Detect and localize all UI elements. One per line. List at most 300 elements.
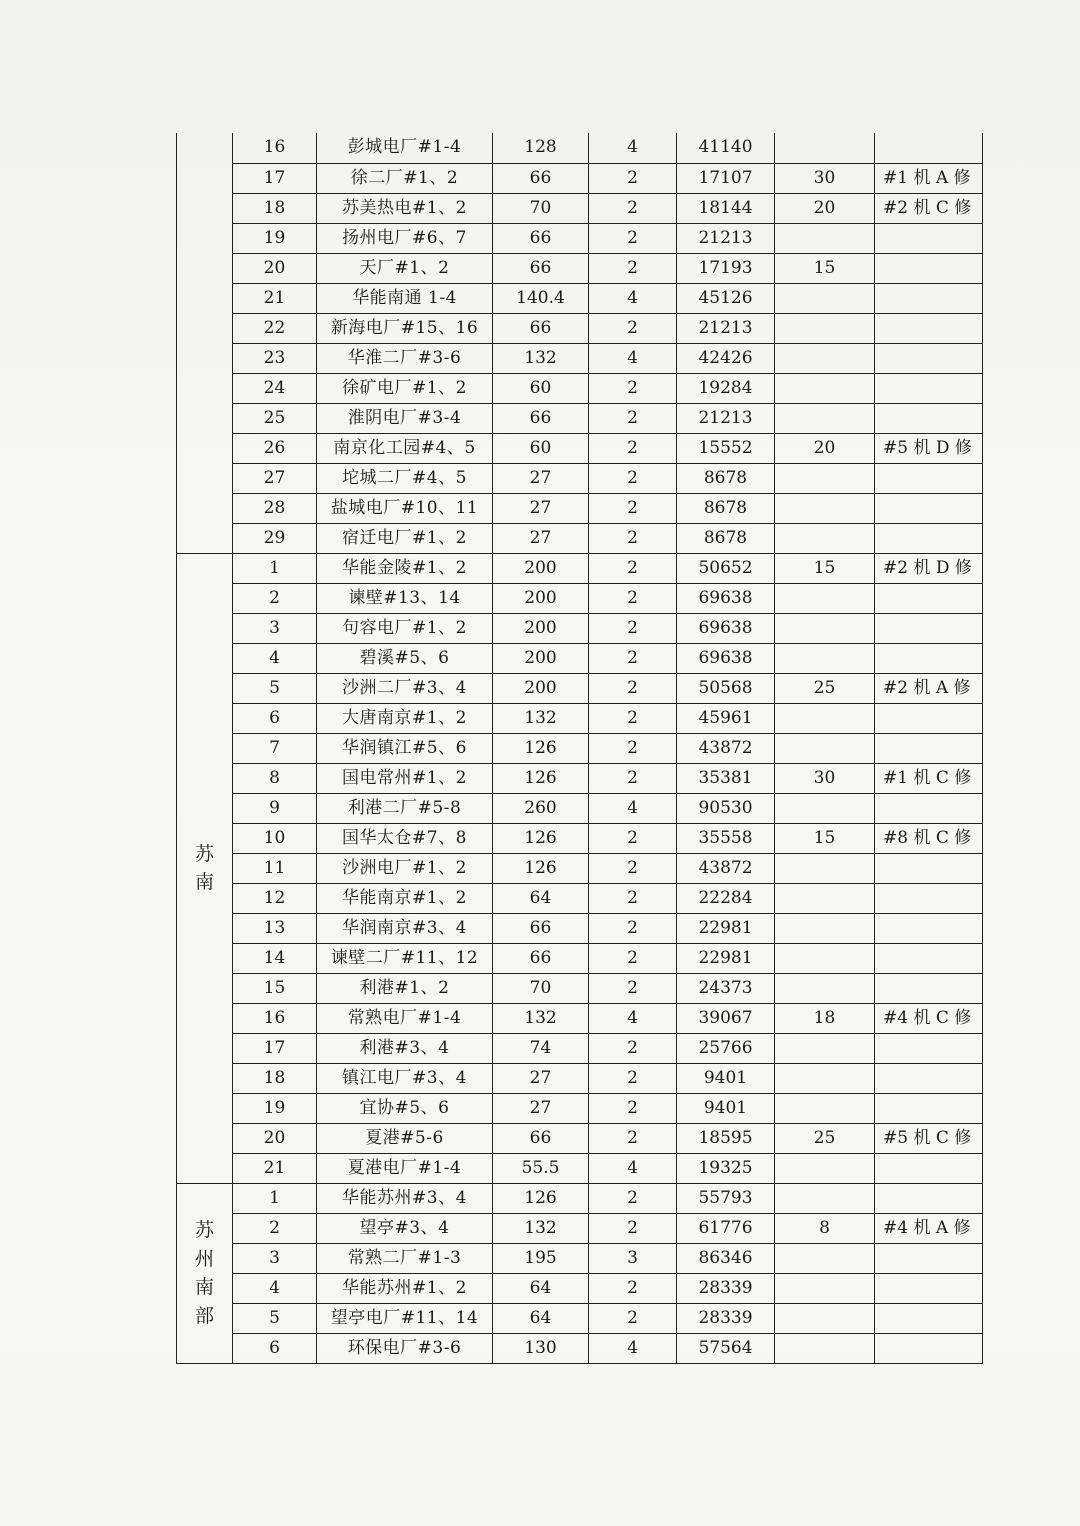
unit-count-cell: 2 (589, 553, 677, 583)
unit-count-cell: 2 (589, 883, 677, 913)
unit-count-cell: 2 (589, 253, 677, 283)
maintenance-note (875, 853, 983, 883)
capacity-cell: 66 (493, 913, 589, 943)
plant-name: 苏美热电#1、2 (317, 193, 493, 223)
days-cell (775, 1153, 875, 1183)
days-cell: 15 (775, 823, 875, 853)
maintenance-note (875, 133, 983, 163)
value-cell: 21213 (677, 403, 775, 433)
days-cell: 25 (775, 673, 875, 703)
region-label (177, 1183, 233, 1363)
days-cell: 30 (775, 163, 875, 193)
unit-count-cell: 4 (589, 133, 677, 163)
unit-count-cell: 2 (589, 1093, 677, 1123)
value-cell: 22981 (677, 913, 775, 943)
plant-name: 沙洲电厂#1、2 (317, 853, 493, 883)
power-plant-table (176, 133, 983, 1364)
table-row (177, 253, 983, 283)
table-row (177, 493, 983, 523)
capacity-cell: 126 (493, 853, 589, 883)
maintenance-note (875, 1153, 983, 1183)
table-row (177, 223, 983, 253)
maintenance-note (875, 343, 983, 373)
row-number: 24 (233, 373, 317, 403)
maintenance-note (875, 1243, 983, 1273)
table-body (177, 133, 983, 1363)
unit-count-cell: 2 (589, 973, 677, 1003)
plant-name: 利港#1、2 (317, 973, 493, 1003)
days-cell (775, 703, 875, 733)
value-cell: 9401 (677, 1063, 775, 1093)
row-number: 3 (233, 1243, 317, 1273)
unit-count-cell: 2 (589, 1303, 677, 1333)
row-number: 16 (233, 1003, 317, 1033)
table-row (177, 463, 983, 493)
plant-name: 华淮二厂#3-6 (317, 343, 493, 373)
maintenance-note (875, 253, 983, 283)
plant-name: 华能南通 1-4 (317, 283, 493, 313)
unit-count-cell: 2 (589, 703, 677, 733)
value-cell: 50652 (677, 553, 775, 583)
capacity-cell: 200 (493, 613, 589, 643)
table-row (177, 943, 983, 973)
days-cell (775, 313, 875, 343)
unit-count-cell: 4 (589, 1333, 677, 1363)
row-number: 4 (233, 643, 317, 673)
region-char: 州 (194, 1247, 214, 1270)
row-number: 2 (233, 1213, 317, 1243)
row-number: 12 (233, 883, 317, 913)
row-number: 7 (233, 733, 317, 763)
value-cell: 42426 (677, 343, 775, 373)
row-number: 13 (233, 913, 317, 943)
days-cell (775, 463, 875, 493)
table-row (177, 1153, 983, 1183)
table-row (177, 643, 983, 673)
days-cell (775, 913, 875, 943)
row-number: 10 (233, 823, 317, 853)
days-cell (775, 1243, 875, 1273)
maintenance-note (875, 223, 983, 253)
value-cell: 8678 (677, 493, 775, 523)
unit-count-cell: 2 (589, 733, 677, 763)
maintenance-note (875, 1303, 983, 1333)
days-cell (775, 733, 875, 763)
maintenance-note (875, 523, 983, 553)
table-row (177, 1243, 983, 1273)
value-cell: 69638 (677, 643, 775, 673)
row-number: 5 (233, 673, 317, 703)
capacity-cell: 66 (493, 223, 589, 253)
maintenance-note (875, 883, 983, 913)
value-cell: 19325 (677, 1153, 775, 1183)
maintenance-note (875, 1183, 983, 1213)
row-number: 23 (233, 343, 317, 373)
row-number: 17 (233, 1033, 317, 1063)
days-cell (775, 1303, 875, 1333)
row-number: 25 (233, 403, 317, 433)
unit-count-cell: 2 (589, 463, 677, 493)
plant-name: 谏壁#13、14 (317, 583, 493, 613)
capacity-cell: 260 (493, 793, 589, 823)
capacity-cell: 60 (493, 433, 589, 463)
maintenance-note: #4 机 A 修 (875, 1213, 983, 1243)
unit-count-cell: 4 (589, 1153, 677, 1183)
unit-count-cell: 2 (589, 1183, 677, 1213)
maintenance-note (875, 1333, 983, 1363)
unit-count-cell: 2 (589, 823, 677, 853)
capacity-cell: 74 (493, 1033, 589, 1063)
row-number: 6 (233, 1333, 317, 1363)
unit-count-cell: 2 (589, 583, 677, 613)
table-row (177, 853, 983, 883)
capacity-cell: 200 (493, 583, 589, 613)
capacity-cell: 130 (493, 1333, 589, 1363)
value-cell: 43872 (677, 853, 775, 883)
value-cell: 61776 (677, 1213, 775, 1243)
unit-count-cell: 2 (589, 493, 677, 523)
value-cell: 39067 (677, 1003, 775, 1033)
row-number: 3 (233, 613, 317, 643)
capacity-cell: 66 (493, 943, 589, 973)
table-row (177, 1213, 983, 1243)
days-cell (775, 943, 875, 973)
unit-count-cell: 2 (589, 1123, 677, 1153)
unit-count-cell: 2 (589, 643, 677, 673)
row-number: 27 (233, 463, 317, 493)
maintenance-note (875, 943, 983, 973)
unit-count-cell: 2 (589, 1213, 677, 1243)
table-row (177, 823, 983, 853)
unit-count-cell: 2 (589, 223, 677, 253)
capacity-cell: 66 (493, 163, 589, 193)
plant-name: 彭城电厂#1-4 (317, 133, 493, 163)
days-cell (775, 403, 875, 433)
row-number: 19 (233, 223, 317, 253)
table-row (177, 1093, 983, 1123)
plant-name: 环保电厂#3-6 (317, 1333, 493, 1363)
plant-name: 淮阴电厂#3-4 (317, 403, 493, 433)
capacity-cell: 126 (493, 763, 589, 793)
plant-name: 扬州电厂#6、7 (317, 223, 493, 253)
days-cell: 15 (775, 253, 875, 283)
plant-name: 盐城电厂#10、11 (317, 493, 493, 523)
days-cell (775, 1093, 875, 1123)
row-number: 19 (233, 1093, 317, 1123)
plant-name: 望亭电厂#11、14 (317, 1303, 493, 1333)
capacity-cell: 60 (493, 373, 589, 403)
plant-name: 华能苏州#3、4 (317, 1183, 493, 1213)
maintenance-note: #1 机 A 修 (875, 163, 983, 193)
unit-count-cell: 2 (589, 313, 677, 343)
maintenance-note: #8 机 C 修 (875, 823, 983, 853)
days-cell (775, 223, 875, 253)
region-char: 苏 (194, 842, 214, 865)
region-char: 南 (194, 871, 214, 893)
table-row (177, 373, 983, 403)
row-number: 15 (233, 973, 317, 1003)
plant-name: 南京化工园#4、5 (317, 433, 493, 463)
capacity-cell: 66 (493, 313, 589, 343)
table-row (177, 673, 983, 703)
table-row (177, 1183, 983, 1213)
capacity-cell: 64 (493, 1273, 589, 1303)
value-cell: 8678 (677, 463, 775, 493)
plant-name: 常熟二厂#1-3 (317, 1243, 493, 1273)
capacity-cell: 200 (493, 553, 589, 583)
days-cell (775, 1063, 875, 1093)
plant-name: 碧溪#5、6 (317, 643, 493, 673)
value-cell: 43872 (677, 733, 775, 763)
plant-name: 谏壁二厂#11、12 (317, 943, 493, 973)
maintenance-note (875, 373, 983, 403)
value-cell: 18144 (677, 193, 775, 223)
value-cell: 9401 (677, 1093, 775, 1123)
table-row (177, 613, 983, 643)
table-row (177, 1063, 983, 1093)
maintenance-note (875, 1063, 983, 1093)
value-cell: 86346 (677, 1243, 775, 1273)
unit-count-cell: 4 (589, 1003, 677, 1033)
row-number: 2 (233, 583, 317, 613)
value-cell: 69638 (677, 613, 775, 643)
unit-count-cell: 4 (589, 793, 677, 823)
maintenance-note (875, 313, 983, 343)
maintenance-note: #5 机 C 修 (875, 1123, 983, 1153)
days-cell (775, 883, 875, 913)
maintenance-note (875, 973, 983, 1003)
plant-name: 徐二厂#1、2 (317, 163, 493, 193)
table-row (177, 1003, 983, 1033)
capacity-cell: 27 (493, 523, 589, 553)
table-row (177, 883, 983, 913)
table-row (177, 433, 983, 463)
capacity-cell: 70 (493, 973, 589, 1003)
maintenance-note (875, 1273, 983, 1303)
row-number: 21 (233, 283, 317, 313)
unit-count-cell: 2 (589, 943, 677, 973)
region-char: 南 (194, 1276, 214, 1298)
plant-name: 华润南京#3、4 (317, 913, 493, 943)
capacity-cell: 27 (493, 1063, 589, 1093)
capacity-cell: 128 (493, 133, 589, 163)
table-row (177, 403, 983, 433)
days-cell: 20 (775, 433, 875, 463)
days-cell (775, 1333, 875, 1363)
unit-count-cell: 2 (589, 913, 677, 943)
days-cell: 30 (775, 763, 875, 793)
value-cell: 22284 (677, 883, 775, 913)
plant-name: 国电常州#1、2 (317, 763, 493, 793)
days-cell: 18 (775, 1003, 875, 1033)
days-cell: 25 (775, 1123, 875, 1153)
row-number: 29 (233, 523, 317, 553)
maintenance-note: #2 机 A 修 (875, 673, 983, 703)
value-cell: 57564 (677, 1333, 775, 1363)
unit-count-cell: 2 (589, 763, 677, 793)
table-row (177, 523, 983, 553)
maintenance-note (875, 403, 983, 433)
capacity-cell: 200 (493, 643, 589, 673)
plant-name: 徐矿电厂#1、2 (317, 373, 493, 403)
plant-name: 句容电厂#1、2 (317, 613, 493, 643)
row-number: 17 (233, 163, 317, 193)
days-cell (775, 373, 875, 403)
table-row (177, 343, 983, 373)
row-number: 5 (233, 1303, 317, 1333)
days-cell (775, 1033, 875, 1063)
value-cell: 21213 (677, 313, 775, 343)
value-cell: 69638 (677, 583, 775, 613)
capacity-cell: 195 (493, 1243, 589, 1273)
capacity-cell: 27 (493, 1093, 589, 1123)
region-char: 苏 (194, 1219, 214, 1241)
plant-name: 华能南京#1、2 (317, 883, 493, 913)
capacity-cell: 132 (493, 343, 589, 373)
maintenance-note (875, 643, 983, 673)
plant-name: 宜协#5、6 (317, 1093, 493, 1123)
row-number: 8 (233, 763, 317, 793)
value-cell: 17193 (677, 253, 775, 283)
capacity-cell: 70 (493, 193, 589, 223)
unit-count-cell: 2 (589, 373, 677, 403)
value-cell: 50568 (677, 673, 775, 703)
days-cell (775, 973, 875, 1003)
unit-count-cell: 2 (589, 403, 677, 433)
plant-name: 大唐南京#1、2 (317, 703, 493, 733)
maintenance-note (875, 733, 983, 763)
table-row (177, 973, 983, 1003)
plant-name: 坨城二厂#4、5 (317, 463, 493, 493)
maintenance-note (875, 913, 983, 943)
plant-name: 天厂#1、2 (317, 253, 493, 283)
region-label (177, 553, 233, 1183)
row-number: 1 (233, 1183, 317, 1213)
capacity-cell: 132 (493, 1213, 589, 1243)
value-cell: 35381 (677, 763, 775, 793)
maintenance-note (875, 463, 983, 493)
plant-name: 沙洲二厂#3、4 (317, 673, 493, 703)
table-row (177, 1273, 983, 1303)
value-cell: 19284 (677, 373, 775, 403)
capacity-cell: 27 (493, 463, 589, 493)
maintenance-note: #2 机 C 修 (875, 193, 983, 223)
unit-count-cell: 2 (589, 613, 677, 643)
value-cell: 15552 (677, 433, 775, 463)
capacity-cell: 55.5 (493, 1153, 589, 1183)
value-cell: 22981 (677, 943, 775, 973)
plant-name: 常熟电厂#1-4 (317, 1003, 493, 1033)
value-cell: 28339 (677, 1273, 775, 1303)
row-number: 20 (233, 1123, 317, 1153)
unit-count-cell: 4 (589, 343, 677, 373)
plant-name: 华能苏州#1、2 (317, 1273, 493, 1303)
maintenance-note (875, 493, 983, 523)
table-row (177, 793, 983, 823)
row-number: 16 (233, 133, 317, 163)
table-row (177, 133, 983, 163)
capacity-cell: 200 (493, 673, 589, 703)
row-number: 22 (233, 313, 317, 343)
capacity-cell: 132 (493, 1003, 589, 1033)
maintenance-note (875, 613, 983, 643)
maintenance-note (875, 703, 983, 733)
table-row (177, 763, 983, 793)
maintenance-note: #4 机 C 修 (875, 1003, 983, 1033)
table-row (177, 1303, 983, 1333)
row-number: 6 (233, 703, 317, 733)
row-number: 9 (233, 793, 317, 823)
plant-name: 夏港#5-6 (317, 1123, 493, 1153)
row-number: 21 (233, 1153, 317, 1183)
unit-count-cell: 2 (589, 433, 677, 463)
value-cell: 24373 (677, 973, 775, 1003)
plant-name: 宿迁电厂#1、2 (317, 523, 493, 553)
table-row (177, 553, 983, 583)
value-cell: 25766 (677, 1033, 775, 1063)
plant-name: 华能金陵#1、2 (317, 553, 493, 583)
maintenance-note (875, 793, 983, 823)
row-number: 20 (233, 253, 317, 283)
row-number: 18 (233, 193, 317, 223)
unit-count-cell: 2 (589, 673, 677, 703)
unit-count-cell: 2 (589, 1063, 677, 1093)
table-row (177, 283, 983, 313)
row-number: 4 (233, 1273, 317, 1303)
days-cell (775, 613, 875, 643)
table-row (177, 163, 983, 193)
days-cell (775, 583, 875, 613)
table-row (177, 913, 983, 943)
table-row (177, 313, 983, 343)
days-cell (775, 283, 875, 313)
value-cell: 18595 (677, 1123, 775, 1153)
plant-name: 利港#3、4 (317, 1033, 493, 1063)
days-cell: 20 (775, 193, 875, 223)
days-cell: 8 (775, 1213, 875, 1243)
days-cell (775, 1273, 875, 1303)
table-row (177, 583, 983, 613)
row-number: 26 (233, 433, 317, 463)
region-char: 部 (194, 1304, 214, 1327)
value-cell: 90530 (677, 793, 775, 823)
maintenance-note (875, 283, 983, 313)
maintenance-note (875, 583, 983, 613)
unit-count-cell: 4 (589, 283, 677, 313)
capacity-cell: 126 (493, 733, 589, 763)
plant-name: 镇江电厂#3、4 (317, 1063, 493, 1093)
unit-count-cell: 3 (589, 1243, 677, 1273)
row-number: 14 (233, 943, 317, 973)
value-cell: 41140 (677, 133, 775, 163)
days-cell (775, 853, 875, 883)
capacity-cell: 64 (493, 1303, 589, 1333)
days-cell (775, 493, 875, 523)
maintenance-note: #2 机 D 修 (875, 553, 983, 583)
capacity-cell: 140.4 (493, 283, 589, 313)
capacity-cell: 126 (493, 1183, 589, 1213)
plant-name: 国华太仓#7、8 (317, 823, 493, 853)
unit-count-cell: 2 (589, 193, 677, 223)
table-row (177, 193, 983, 223)
days-cell (775, 643, 875, 673)
days-cell: 15 (775, 553, 875, 583)
table-row (177, 1033, 983, 1063)
plant-name: 利港二厂#5-8 (317, 793, 493, 823)
capacity-cell: 66 (493, 253, 589, 283)
unit-count-cell: 2 (589, 523, 677, 553)
maintenance-note (875, 1033, 983, 1063)
